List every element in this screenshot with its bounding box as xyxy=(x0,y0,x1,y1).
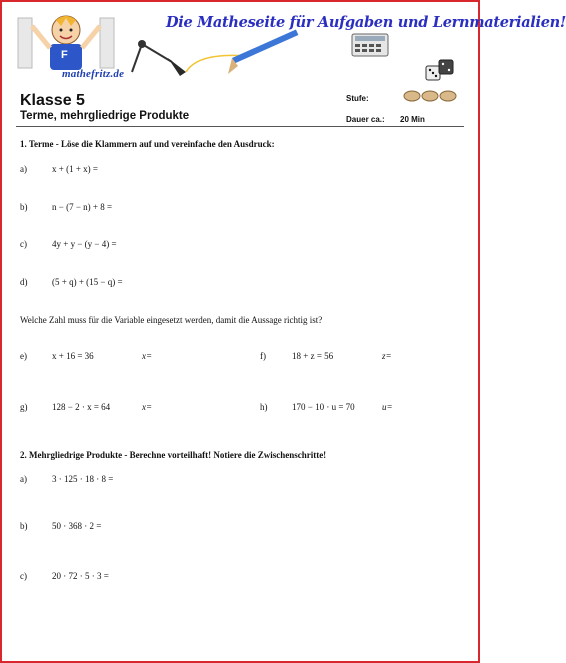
term-expression: n − (7 − n) + 8 = xyxy=(52,202,113,212)
section1-heading: 1. Terme - Löse die Klammern auf und vereinfache den Ausdruck: xyxy=(20,139,275,149)
equation-expression: 18 + z = 56 xyxy=(292,351,334,361)
item-label: e) xyxy=(20,351,27,361)
answer-variable: u= xyxy=(382,402,393,412)
equation-expression: x + 16 = 36 xyxy=(52,351,94,361)
brand-name: mathefritz.de xyxy=(62,68,125,80)
answer-variable: z= xyxy=(382,351,392,361)
item-label: a) xyxy=(20,474,27,484)
dauer-label: Dauer ca.: xyxy=(346,115,385,124)
page-subtitle: Terme, mehrgliedrige Produkte xyxy=(20,110,190,122)
product-expression: 50 · 368 · 2 = xyxy=(52,521,102,531)
header xyxy=(2,2,566,90)
stufe-label: Stufe: xyxy=(346,94,369,103)
difficulty-indicator xyxy=(402,89,462,103)
page-title: Klasse 5 xyxy=(20,92,85,109)
equation-expression: 170 − 10 · u = 70 xyxy=(292,402,355,412)
term-expression: (5 + q) + (15 − q) = xyxy=(52,277,123,287)
product-expression: 20 · 72 · 5 · 3 = xyxy=(52,571,109,581)
term-expression: x + (1 + x) = xyxy=(52,164,98,174)
item-label: h) xyxy=(260,402,268,412)
item-label: b) xyxy=(20,202,28,212)
term-expression: 4y + y − (y − 4) = xyxy=(52,239,117,249)
dice-icon xyxy=(424,56,456,88)
answer-variable: x= xyxy=(142,402,153,412)
compass-icon xyxy=(128,32,328,88)
item-label: g) xyxy=(20,402,28,412)
item-label: c) xyxy=(20,239,27,249)
item-label: b) xyxy=(20,521,28,531)
product-expression: 3 · 125 · 18 · 8 = xyxy=(52,474,114,484)
item-label: a) xyxy=(20,164,27,174)
item-label: f) xyxy=(260,351,266,361)
variable-question: Welche Zahl muss für die Variable eingesetzt werden, damit die Aussage richtig ist? xyxy=(20,315,323,325)
tagline: Die Matheseite für Aufgaben und Lernmaterialien! xyxy=(166,14,566,31)
calculator-icon xyxy=(350,32,390,58)
section2-heading: 2. Mehrgliedrige Produkte - Berechne vorteilhaft! Notiere die Zwischenschritte! xyxy=(20,450,327,460)
mascot-letter: F xyxy=(61,49,68,61)
item-label: c) xyxy=(20,571,27,581)
answer-variable: x= xyxy=(142,351,153,361)
equation-expression: 128 − 2 · x = 64 xyxy=(52,402,111,412)
item-label: d) xyxy=(20,277,28,287)
dauer-value: 20 Min xyxy=(400,115,425,124)
divider xyxy=(16,126,464,127)
